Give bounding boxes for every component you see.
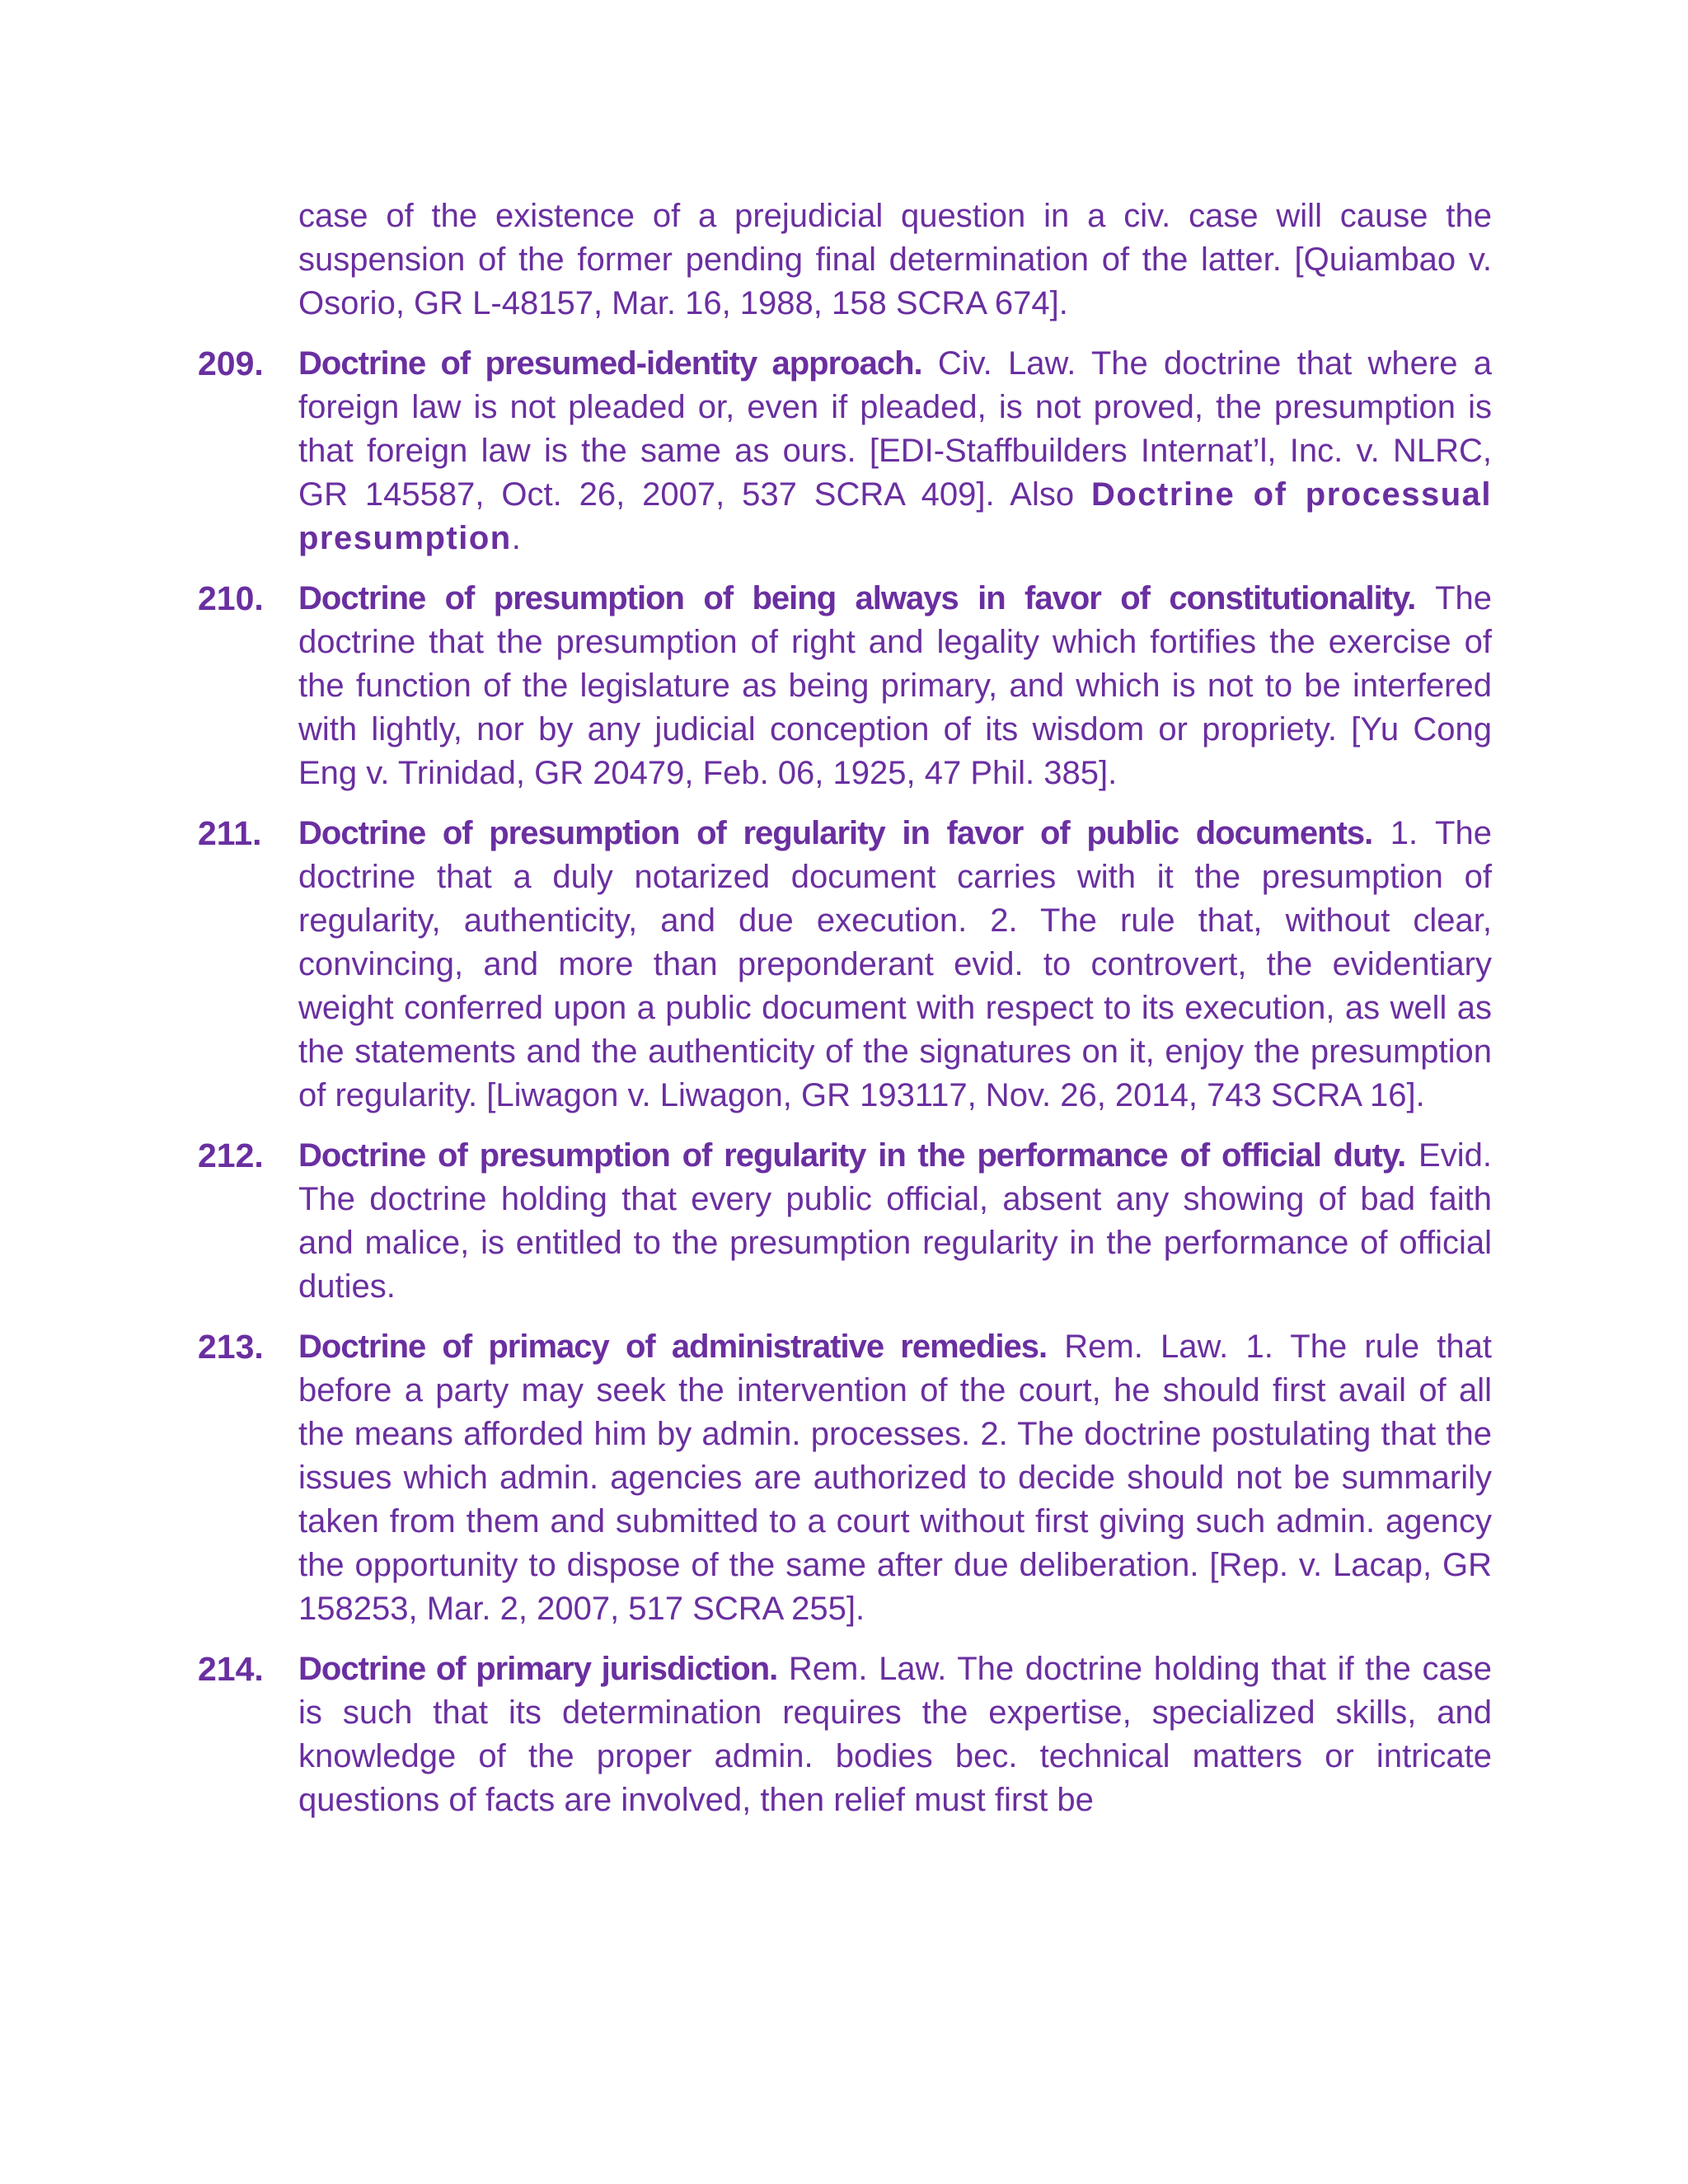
entry-text: Evid. The doctrine holding that every public official, absent any showing of bad faith and malice, is entitled to the presumption regularity in the performance of official duties. (298, 1137, 1492, 1305)
entry-number: 214. (198, 1650, 264, 1688)
entry-term: Doctrine of presumption of regularity in favor of public documents. (298, 815, 1373, 851)
entry-212 (198, 1134, 1492, 1309)
entry-body (298, 342, 1492, 560)
entry-term: Doctrine of presumption of regularity in the performance of official duty. (298, 1137, 1406, 1174)
entry-body (298, 1325, 1492, 1631)
entry-number: 210. (198, 579, 264, 617)
continuation-text: case of the existence of a prejudicial question in a civ. case will cause the suspension of the former pending final determination of the latter. [Quiambao v. Osorio, GR L-48157, Mar. 16, 1988, 158 SCRA 674]. (298, 198, 1492, 321)
entry-number: 209. (198, 344, 264, 382)
entry-text: Rem. Law. 1. The rule that before a party may seek the intervention of the court, he should first avail of all the means afforded him by admin. processes. 2. The doctrine postulating that the issues which admin. agencies are authorized to decide should not be summarily taken from them and submitted to a court without first giving such admin. agency the opportunity to dispose of the same after due deliberation. [Rep. v. Lacap, GR 158253, Mar. 2, 2007, 517 SCRA 255]. (298, 1329, 1492, 1627)
entry-body (298, 1134, 1492, 1309)
entry-210 (198, 577, 1492, 795)
entry-body (298, 1647, 1492, 1822)
entry-211 (198, 812, 1492, 1118)
entry-body (298, 577, 1492, 795)
entry-term: Doctrine of primacy of administrative remedies. (298, 1329, 1048, 1365)
entry-text: Rem. Law. The doctrine holding that if the case is such that its determination requires the expertise, specialized skills, and knowledge of the proper admin. bodies bec. technical matters or intricate questions of facts are involved, then relief must first be (298, 1651, 1492, 1818)
entry-term: Doctrine of presumption of being always in favor of constitutionality. (298, 580, 1416, 616)
entry-text: 1. The doctrine that a duly notarized document carries with it the presumption of regularity, authenticity, and due execution. 2. The rule that, without clear, convincing, and more than preponderant evid. to controvert, the evidentiary weight conferred upon a public document with respect to its execution, as well as the statements and the authenticity of the signatures on it, enjoy the presumption of regularity. [Liwagon v. Liwagon, GR 193117, Nov. 26, 2014, 743 SCRA 16]. (298, 815, 1492, 1113)
entry-209 (198, 342, 1492, 560)
entry-body (298, 812, 1492, 1118)
entry-term: Doctrine of presumed-identity approach. (298, 345, 922, 382)
entry-214 (198, 1647, 1492, 1822)
entry-number: 211. (198, 814, 262, 852)
entry-also-term: Doctrine of processual presumption (298, 476, 1492, 556)
entry-number: 213. (198, 1328, 264, 1366)
entry-number: 212. (198, 1137, 264, 1174)
entry-text: Civ. Law. The doctrine that where a foreign law is not pleaded or, even if pleaded, is not proved, the presumption is that foreign law is the same as ours. [EDI-Staffbuilders Internat’l, Inc. v. NLRC, GR 145587, Oct. 26, 2007, 537 SCRA 409]. Also (298, 345, 1492, 513)
glossary-entries (198, 194, 1492, 1839)
entry-term: Doctrine of primary jurisdiction. (298, 1651, 778, 1687)
entry-213 (198, 1325, 1492, 1631)
entry-text: The doctrine that the presumption of right and legality which fortifies the exercise of the function of the legislature as being primary, and which is not to be interfered with lightly, nor by any judicial conception of its wisdom or propriety. [Yu Cong Eng v. Trinidad, GR 20479, Feb. 06, 1925, 47 Phil. 385]. (298, 580, 1492, 791)
entry-tail: . (511, 520, 521, 556)
